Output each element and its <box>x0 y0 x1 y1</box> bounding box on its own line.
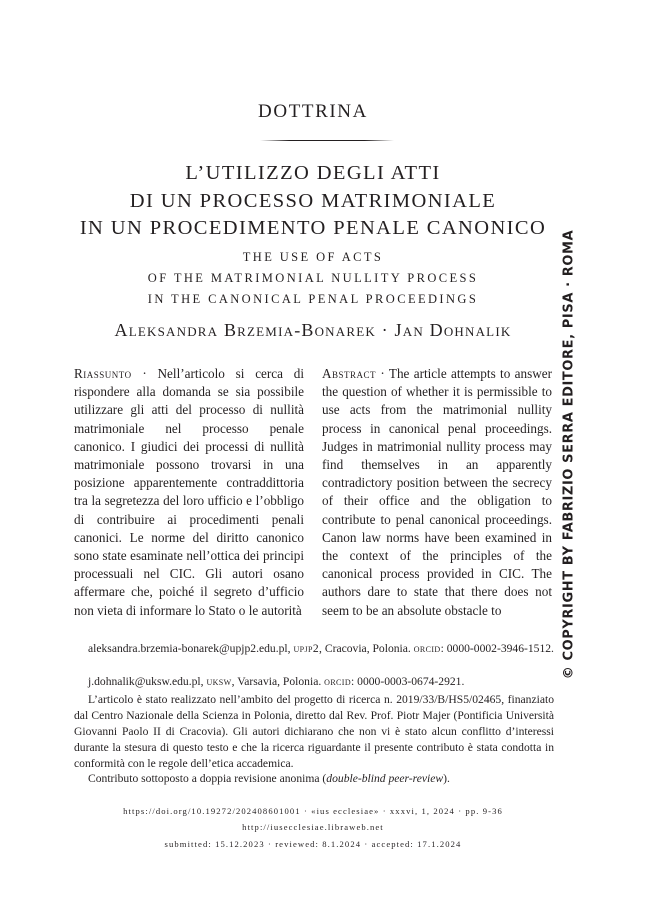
author1-email[interactable]: aleksandra.brzemia-bonarek@upjp2.edu.pl <box>88 642 288 655</box>
author1-affiliation: upjp2 <box>293 642 320 655</box>
author-note-2: j.dohnalik@uksw.edu.pl, uksw, Varsavia, Polonia. orcid: 0000-0003-0674-2921. <box>88 675 465 688</box>
author2-orcid-label: orcid <box>324 675 352 688</box>
peer-review-note <box>74 771 554 787</box>
author-names: Aleksandra Brzemia-Bonarek · Jan Dohnalik <box>114 320 512 340</box>
author2-affiliation: uksw <box>206 675 232 688</box>
author1-orcid-label: orcid <box>413 642 441 655</box>
abstract-italian <box>74 365 304 620</box>
author2-email[interactable]: j.dohnalik@uksw.edu.pl <box>88 675 201 688</box>
article-title-english <box>0 247 626 310</box>
author2-place: , Varsavia, Polonia. <box>231 675 325 688</box>
heading-divider <box>260 140 394 141</box>
copyright-text: © COPYRIGHT BY FABRIZIO SERRA EDITORE, PISA · ROMA <box>561 229 577 679</box>
copyright-vertical-band <box>556 221 582 687</box>
abstract-italian-text: · Nell’articolo si cerca di rispondere alla domanda se sia possibile utilizzare gli atti del processo di nullità matrimoniale nel processo penale canonico. I giudici dei processi di nullità matrimoniale possono trovarsi in una posizione apparentemente contraddittoria tra la segretezza del loro ufficio e l’obbligo di contribuire ai procedimenti penali canonici. Le norme del diritto canonico sono state esaminate nell’ottica dei principi processuali nel CIC. Gli autori osano affermare che, poiché il segreto d’ufficio non vieta di informare lo Stato o le autorità <box>74 366 304 618</box>
section-heading: DOTTRINA <box>258 101 368 122</box>
doi-line[interactable]: https://doi.org/10.19272/202408601001 · «ius ecclesiae» · xxxvi, 1, 2024 · pp. 9-36 <box>123 806 503 816</box>
title-line-3: IN UN PROCEDIMENTO PENALE CANONICO <box>79 217 547 239</box>
journal-url[interactable]: http://iusecclesiae.libraweb.net <box>242 822 384 832</box>
title-line-2: DI UN PROCESSO MATRIMONIALE <box>129 189 497 212</box>
abstract-english-text: · The article attempts to answer the question of whether it is permissible to use acts from the matrimonial nullity process in canonical penal proceedings. Judges in matrimonial nullity process may find themselves in an apparently contradictory position between the secrecy of their office and the obligation to contribute to penal canonical proceedings. Canon law norms have been examined in the context of the principles of the canonical process provided in CIC. The authors dare to state that there does not seem to be an absolute obstacle to <box>322 366 552 618</box>
article-title-italian <box>0 160 626 243</box>
author1-orcid: : 0000-0002-3946-1512. <box>440 642 554 655</box>
author2-orcid: : 0000-0003-0674-2921. <box>351 675 465 688</box>
subtitle-line-2: OF THE MATRIMONIAL NULLITY PROCESS <box>147 271 479 285</box>
abstract-english <box>322 365 552 620</box>
abstract-english-label: Abstract <box>322 366 377 381</box>
subtitle-line-3: IN THE CANONICAL PENAL PROCEEDINGS <box>147 292 479 306</box>
review-suffix: ). <box>443 772 450 785</box>
review-prefix: Contributo sottoposto a doppia revisione anonima ( <box>88 772 327 785</box>
submission-dates: submitted: 15.12.2023 · reviewed: 8.1.2024 · accepted: 17.1.2024 <box>164 839 462 849</box>
author1-place: , Cracovia, Polonia. <box>319 642 414 655</box>
funding-note: L’articolo è stato realizzato nell’ambito del progetto di ricerca n. 2019/33/B/HS5/02465, finanziato dal Centro Nazionale della Scienza in Polonia, diretto dal Rev. Prof. Piotr Majer (Pontificia Università Giovanni Paolo II di Cracovia). Gli autori dichiarano che non vi è stato alcun conflitto d’interessi durante la stesura di questo testo e che la ricerca riguardante il presente contributo è stata condotta in conformità con le regole dell’etica accademica. <box>74 693 554 770</box>
subtitle-line-1: THE USE OF ACTS <box>242 250 384 264</box>
abstract-italian-label: Riassunto <box>74 366 132 381</box>
review-italic: double-blind peer-review <box>326 772 444 785</box>
author-note-1: aleksandra.brzemia-bonarek@upjp2.edu.pl, upjp2, Cracovia, Polonia. orcid: 0000-0002-3946-1512. <box>88 642 554 655</box>
title-line-1: L’UTILIZZO DEGLI ATTI <box>185 162 441 184</box>
